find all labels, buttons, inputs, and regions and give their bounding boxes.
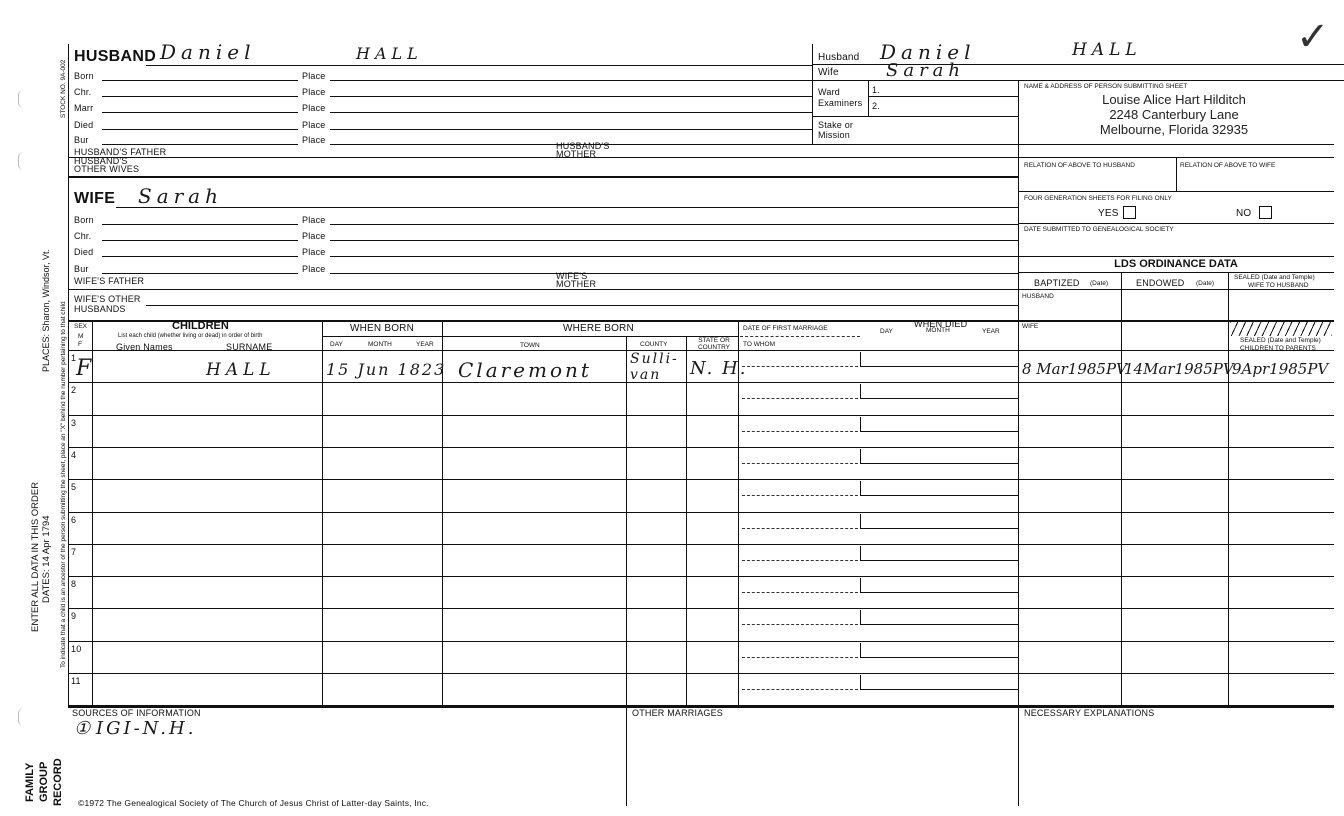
child-row-line xyxy=(68,576,1018,577)
child-ordinance-line xyxy=(1018,641,1334,642)
submitter-city[interactable]: Melbourne, Florida 32935 xyxy=(1099,122,1249,137)
child-marriage-dash[interactable] xyxy=(742,431,858,432)
husband-father-label: HUSBAND'S FATHER xyxy=(74,147,167,157)
husband-born-place-line[interactable] xyxy=(330,80,812,81)
examiner-2: 2. xyxy=(872,101,880,111)
examiner-1-line[interactable] xyxy=(868,96,1018,97)
child-died-line[interactable] xyxy=(860,560,1018,561)
given-names-label: Given Names xyxy=(116,342,173,352)
sources-mark: ① xyxy=(74,718,93,739)
husband-bur-date-line[interactable] xyxy=(102,144,298,145)
child-ordinance-line xyxy=(1018,382,1334,383)
surname-label: SURNAME xyxy=(226,342,273,352)
child-sealed[interactable]: 9Apr1985PV xyxy=(1232,360,1329,378)
wife-other-husbands-label: WIFE'S OTHER HUSBANDS xyxy=(74,294,141,314)
header-husband-label: Husband xyxy=(818,52,860,63)
children-label: CHILDREN xyxy=(172,320,229,332)
husband-born-label: Born xyxy=(74,71,94,81)
yes-checkbox[interactable] xyxy=(1123,206,1136,219)
form-title-group: GROUP xyxy=(38,761,50,802)
husband-chr-date-line[interactable] xyxy=(102,96,298,97)
form-title-family: FAMILY xyxy=(24,762,36,802)
child-marriage-dash[interactable] xyxy=(742,624,858,625)
child-died-bracket xyxy=(860,643,861,657)
dates-note: DATES: 14 Apr 1794 xyxy=(41,515,52,603)
relation-divider xyxy=(1176,157,1177,191)
child-endowed[interactable]: 14Mar1985PV xyxy=(1124,360,1234,378)
husband-marr-place-label: Place xyxy=(302,103,326,113)
wife-born-place-line[interactable] xyxy=(330,224,1018,225)
born-month-label: MONTH xyxy=(368,341,392,348)
child-county-1[interactable]: Sulli- xyxy=(630,351,679,367)
child-row-line xyxy=(68,512,1018,513)
wife-born-place-label: Place xyxy=(302,215,326,225)
header-box-bottom xyxy=(812,144,1018,145)
footer-divider-1 xyxy=(626,706,627,806)
county-label: COUNTY xyxy=(640,341,668,348)
baptized-date-label: (Date) xyxy=(1090,280,1109,287)
child-marriage-dash[interactable] xyxy=(742,592,858,593)
child-number: 10 xyxy=(71,643,82,654)
wife-born-date-line[interactable] xyxy=(102,224,298,225)
wife-died-place-line[interactable] xyxy=(330,256,1018,257)
name-col-rule xyxy=(322,320,323,706)
child-number: 2 xyxy=(71,385,77,396)
ancestor-instruction: To indicate that a child is an ancestor of the person submitting the sheet, place an "X" behind the number pertaining to that child xyxy=(60,301,67,668)
born-year-label: YEAR xyxy=(416,341,434,348)
header-husband-given[interactable]: Daniel xyxy=(880,40,976,64)
town-col-rule xyxy=(626,336,627,706)
child-marriage-dash[interactable] xyxy=(742,366,858,367)
child-row-line xyxy=(68,479,1018,480)
sources-value[interactable]: IGI-N.H. xyxy=(96,718,197,739)
wife-heading: WIFE xyxy=(74,190,116,207)
ward-divider xyxy=(868,80,869,116)
lds-title-line xyxy=(1018,272,1334,273)
child-marriage-dash[interactable] xyxy=(742,689,858,690)
children-table-top xyxy=(68,320,1334,322)
child-ordinance-line xyxy=(1018,479,1334,480)
child-number: 7 xyxy=(71,546,77,557)
child-row-line xyxy=(68,608,1018,609)
child-marriage-dash[interactable] xyxy=(742,398,858,399)
child-row-line xyxy=(68,447,1018,448)
necessary-explanations-label: NECESSARY EXPLANATIONS xyxy=(1024,708,1155,718)
submitter-street[interactable]: 2248 Canterbury Lane xyxy=(1109,107,1239,122)
wife-parents-line[interactable] xyxy=(68,289,1018,290)
other-marriages-label: OTHER MARRIAGES xyxy=(632,708,724,718)
stock-number: STOCK NO. 9A-002 xyxy=(60,59,67,118)
no-label: NO xyxy=(1236,208,1252,219)
wife-born-label: Born xyxy=(74,215,94,225)
examiner-1: 1. xyxy=(872,85,880,95)
header-box-left-rule xyxy=(812,44,813,144)
wife-bur-label: Bur xyxy=(74,264,89,274)
husband-born-place-label: Place xyxy=(302,71,326,81)
wife-chr-place-line[interactable] xyxy=(330,240,1018,241)
header-wife-line xyxy=(812,80,1344,81)
when-born-sub-line xyxy=(322,336,442,337)
child-marriage-dash[interactable] xyxy=(742,560,858,561)
hatched-area xyxy=(1230,321,1332,336)
child-marriage-dash[interactable] xyxy=(742,657,858,658)
husband-chr-place-label: Place xyxy=(302,87,326,97)
state-label: STATE OR COUNTRY xyxy=(697,337,731,351)
order-note: ENTER ALL DATA IN THIS ORDER xyxy=(30,481,41,632)
no-checkbox[interactable] xyxy=(1259,206,1272,219)
husband-other-wives-label: HUSBAND'S OTHER WIVES xyxy=(74,156,140,174)
four-gen-label: FOUR GENERATION SHEETS FOR FILING ONLY xyxy=(1024,195,1172,202)
child-number: 4 xyxy=(71,449,77,460)
punch-hole-mark xyxy=(18,708,29,726)
husband-died-place-label: Place xyxy=(302,120,326,130)
child-died-bracket xyxy=(860,481,861,495)
child-died-bracket xyxy=(860,384,861,398)
child-number: 5 xyxy=(71,482,77,493)
child-number: 6 xyxy=(71,514,77,525)
date-submitted-label: DATE SUBMITTED TO GENEALOGICAL SOCIETY xyxy=(1024,226,1174,233)
child-died-line[interactable] xyxy=(860,431,1018,432)
husband-marr-date-line[interactable] xyxy=(102,112,298,113)
wife-other-husbands-line[interactable] xyxy=(146,305,1018,306)
child-died-bracket xyxy=(860,675,861,689)
husband-surname[interactable]: HALL xyxy=(356,44,423,63)
husband-chr-label: Chr. xyxy=(74,87,92,97)
husband-bur-label: Bur xyxy=(74,135,89,145)
husband-bur-place-label: Place xyxy=(302,135,326,145)
first-marriage-label: DATE OF FIRST MARRIAGE xyxy=(743,325,828,332)
sex-label: SEX xyxy=(74,323,88,330)
wife-died-label: Died xyxy=(74,247,94,257)
wife-chr-date-line[interactable] xyxy=(102,240,298,241)
children-header-bottom xyxy=(68,350,1334,351)
husband-name-line xyxy=(146,65,812,66)
husband-chr-place-line[interactable] xyxy=(330,96,812,97)
lds-wife-row: WIFE xyxy=(1022,323,1039,330)
sealed-wife-label-1: SEALED (Date and Temple) xyxy=(1234,274,1315,281)
wife-chr-place-label: Place xyxy=(302,231,326,241)
child-died-bracket xyxy=(860,352,861,366)
four-gen-bottom xyxy=(1018,223,1334,224)
header-wife-given[interactable]: Sarah xyxy=(886,60,965,81)
child-number: 9 xyxy=(71,611,77,622)
punch-hole-mark xyxy=(18,152,29,170)
child-row-line xyxy=(68,673,1018,674)
child-row-line xyxy=(68,415,1018,416)
baptized-label: BAPTIZED xyxy=(1034,278,1080,288)
child-died-bracket xyxy=(860,610,861,624)
child-died-line[interactable] xyxy=(860,624,1018,625)
died-year-label: YEAR xyxy=(982,328,1000,335)
sealed-wife-label-2: WIFE TO HUSBAND xyxy=(1248,282,1309,289)
child-died-line[interactable] xyxy=(860,463,1018,464)
husband-given-name[interactable]: Daniel xyxy=(160,40,256,64)
died-day-label: DAY xyxy=(880,328,893,335)
yes-label: YES xyxy=(1098,208,1119,219)
header-wife-label: Wife xyxy=(818,67,839,78)
child-died-bracket xyxy=(860,449,861,463)
when-died-label: WHEN DIED xyxy=(914,319,968,329)
child-died-bracket xyxy=(860,514,861,528)
husband-section-divider xyxy=(68,176,1018,178)
punch-hole-mark xyxy=(18,90,29,108)
lds-husband-row: HUSBAND xyxy=(1022,293,1054,300)
header-husband-surname[interactable]: HALL xyxy=(1072,40,1142,60)
child-died-line[interactable] xyxy=(860,366,1018,367)
child-row-line xyxy=(68,382,1018,383)
relation-wife-label: RELATION OF ABOVE TO WIFE xyxy=(1180,162,1276,169)
child-number: 8 xyxy=(71,579,77,590)
when-born-label: WHEN BORN xyxy=(350,323,415,334)
endowed-date-label: (Date) xyxy=(1196,280,1215,287)
child-died-line[interactable] xyxy=(860,657,1018,658)
wife-bur-date-line[interactable] xyxy=(102,273,298,274)
examiner-2-line[interactable] xyxy=(812,116,1018,117)
child-baptized[interactable]: 8 Mar1985PV xyxy=(1022,360,1127,378)
child-ordinance-line xyxy=(1018,576,1334,577)
wife-died-date-line[interactable] xyxy=(102,256,298,257)
right-panel-rule xyxy=(1018,80,1019,806)
stake-mission-label: Stake or Mission xyxy=(818,120,854,140)
date-submitted-bottom xyxy=(1018,256,1334,257)
sealed-children-label-2: CHILDREN TO PARENTS xyxy=(1240,345,1316,352)
where-born-label: WHERE BORN xyxy=(563,323,634,334)
ward-examiners-label: Ward Examiners xyxy=(818,87,863,108)
wife-chr-label: Chr. xyxy=(74,231,92,241)
relation-bottom-line xyxy=(1018,191,1334,192)
lds-header-line xyxy=(1018,289,1334,290)
child-number: 3 xyxy=(71,417,77,428)
submitter-name[interactable]: Louise Alice Hart Hilditch xyxy=(1102,92,1246,107)
husband-parents-line[interactable] xyxy=(68,157,1018,158)
child-died-bracket xyxy=(860,578,861,592)
child-ordinance-line xyxy=(1018,512,1334,513)
places-note: PLACES: Sharon, Windsor, Vt. xyxy=(41,248,51,372)
lds-title: LDS ORDINANCE DATA xyxy=(1114,258,1238,270)
husband-born-date-line[interactable] xyxy=(102,80,298,81)
husband-heading: HUSBAND xyxy=(74,48,157,65)
wife-name-line xyxy=(116,207,1018,208)
child-marriage-dash[interactable] xyxy=(742,495,858,496)
child-town[interactable]: Claremont xyxy=(458,358,592,382)
child-county-2[interactable]: van xyxy=(630,367,662,383)
child-row-line xyxy=(68,544,1018,545)
child-number: 11 xyxy=(71,676,81,686)
husband-marr-place-line[interactable] xyxy=(330,112,812,113)
child-marriage-dash[interactable] xyxy=(742,463,858,464)
child-name[interactable]: HALL xyxy=(206,360,276,380)
form-title-record: RECORD xyxy=(52,758,64,806)
submitter-line xyxy=(1018,144,1334,145)
child-sex[interactable]: F xyxy=(76,356,97,381)
child-born-date[interactable]: 15 Jun 1823 xyxy=(326,360,447,379)
child-died-line[interactable] xyxy=(860,592,1018,593)
town-label: TOWN xyxy=(520,342,540,349)
endowed-label: ENDOWED xyxy=(1136,278,1185,288)
left-margin-rule xyxy=(68,44,69,706)
child-ordinance-line xyxy=(1018,673,1334,674)
child-died-line[interactable] xyxy=(860,495,1018,496)
child-died-bracket xyxy=(860,417,861,431)
check-mark: ✓ xyxy=(1296,14,1330,60)
wife-given-name[interactable]: Sarah xyxy=(138,184,223,208)
child-ordinance-line xyxy=(1018,608,1334,609)
husband-mother-label: HUSBAND'S MOTHER xyxy=(556,141,610,159)
wife-father-label: WIFE'S FATHER xyxy=(74,276,145,286)
child-row-line xyxy=(68,641,1018,642)
children-note: List each child (whether living or dead) in order of birth xyxy=(118,333,263,339)
wife-bur-place-line[interactable] xyxy=(330,273,1018,274)
child-number: 1 xyxy=(71,353,77,363)
child-died-line[interactable] xyxy=(860,689,1018,690)
child-ordinance-line xyxy=(1018,544,1334,545)
child-died-line[interactable] xyxy=(860,398,1018,399)
relation-husband-label: RELATION OF ABOVE TO HUSBAND xyxy=(1024,162,1135,169)
first-marriage-dash xyxy=(740,336,860,337)
copyright: ©1972 The Genealogical Society of The Church of Jesus Christ of Latter-day Saints, Inc. xyxy=(78,798,429,808)
to-whom-label: TO WHOM xyxy=(743,341,776,348)
child-ordinance-line xyxy=(1018,447,1334,448)
child-state[interactable]: N. H. xyxy=(690,358,748,379)
county-col-rule xyxy=(686,336,687,706)
sex-mf: M F xyxy=(78,333,84,348)
child-ordinance-line xyxy=(1018,415,1334,416)
husband-died-place-line[interactable] xyxy=(330,129,812,130)
child-died-bracket xyxy=(860,546,861,560)
wife-died-place-label: Place xyxy=(302,247,326,257)
born-day-label: DAY xyxy=(330,341,343,348)
sources-label: SOURCES OF INFORMATION xyxy=(72,708,201,718)
sealed-children-label-1: SEALED (Date and Temple) xyxy=(1240,337,1321,344)
wife-bur-place-label: Place xyxy=(302,264,326,274)
child-marriage-dash[interactable] xyxy=(742,528,858,529)
died-month-label: MONTH xyxy=(926,327,950,334)
husband-marr-label: Marr xyxy=(74,103,94,113)
husband-died-date-line[interactable] xyxy=(102,129,298,130)
child-died-line[interactable] xyxy=(860,528,1018,529)
submitter-label: NAME & ADDRESS OF PERSON SUBMITTING SHEET xyxy=(1024,83,1188,90)
husband-died-label: Died xyxy=(74,120,94,130)
wife-mother-label: WIFE'S MOTHER xyxy=(556,271,597,289)
